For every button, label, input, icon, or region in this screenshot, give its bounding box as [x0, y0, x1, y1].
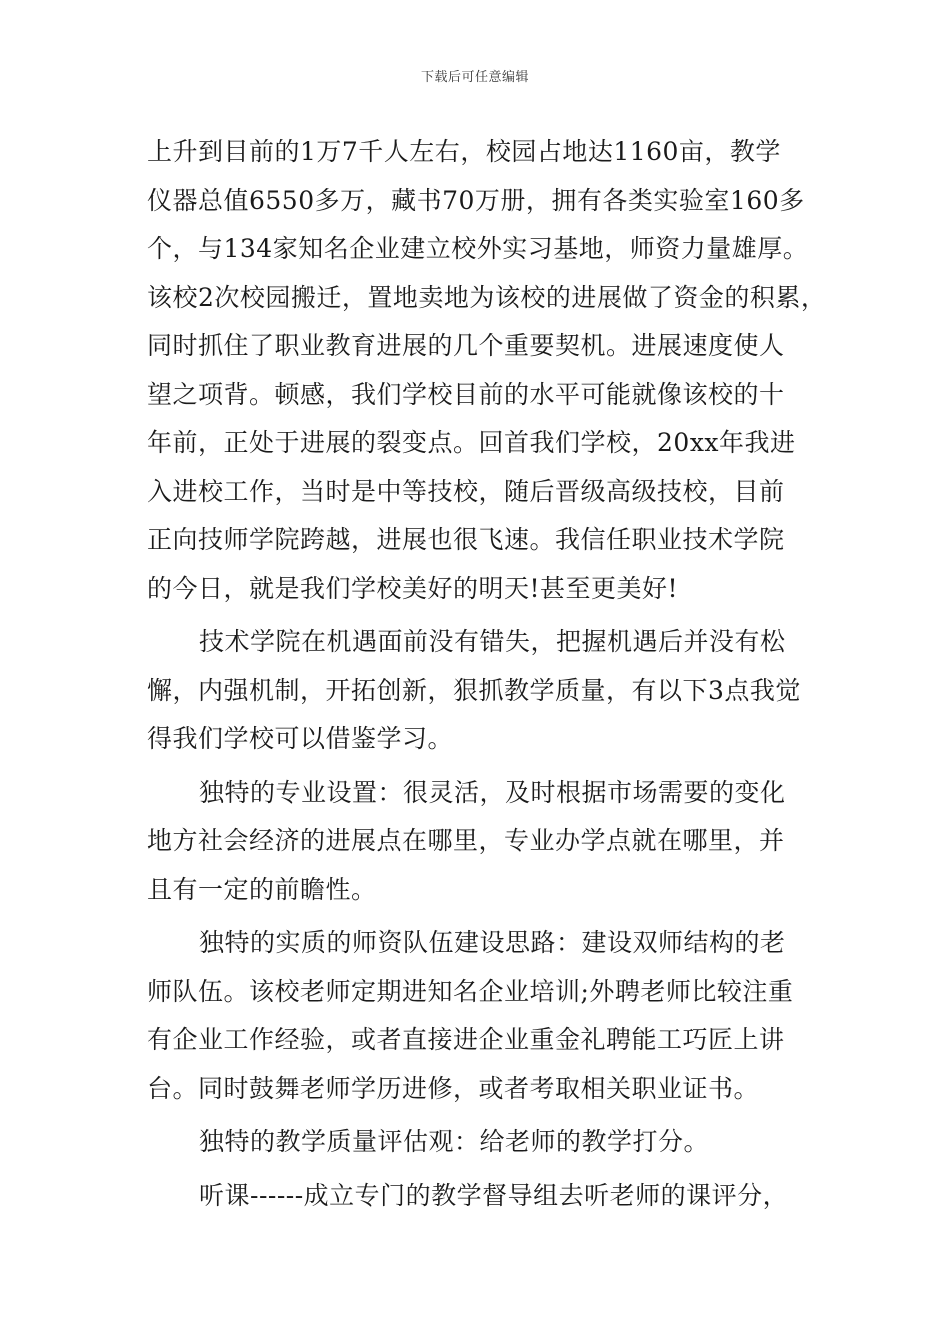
paragraph: [147, 128, 837, 613]
paragraph: [147, 618, 837, 764]
text-line: 正向技师学院跨越，进展也很飞速。我信任职业技术学院: [147, 525, 785, 554]
paragraph: [147, 769, 837, 915]
text-line: 上升到目前的1万7千人左右，校园占地达1160亩，教学: [147, 137, 781, 166]
text-line: 同时抓住了职业教育进展的几个重要契机。进展速度使人: [147, 331, 785, 360]
text-line: 望之项背。顿感，我们学校目前的水平可能就像该校的十: [147, 379, 785, 409]
text-line: 台。同时鼓舞老师学历进修，或者考取相关职业证书。: [147, 1073, 760, 1103]
paragraph: [147, 1118, 837, 1167]
text-line: 且有一定的前瞻性。: [147, 874, 377, 904]
paragraph: [147, 919, 837, 1113]
document-body: [147, 128, 837, 1220]
text-line: 年前，正处于进展的裂变点。回首我们学校，20xx年我进: [147, 428, 796, 457]
text-line: 地方社会经济的进展点在哪里，专业办学点就在哪里，并: [147, 826, 785, 855]
text-line: 懈，内强机制，开拓创新，狠抓教学质量，有以下3点我觉: [147, 675, 801, 705]
text-line: 独特的教学质量评估观：给老师的教学打分。: [199, 1127, 710, 1156]
paragraph: [147, 1172, 837, 1221]
text-line: 独特的专业设置：很灵活，及时根据市场需要的变化: [199, 777, 786, 807]
text-line: 个，与134家知名企业建立校外实习基地，师资力量雄厚。: [147, 234, 809, 263]
text-line: 该校2次校园搬迁，置地卖地为该校的进展做了资金的积累，: [147, 282, 827, 312]
text-line: 入进校工作，当时是中等技校，随后晋级高级技校，目前: [147, 476, 785, 506]
text-line: 的今日，就是我们学校美好的明天!甚至更美好!: [147, 573, 679, 603]
text-line: 有企业工作经验，或者直接进企业重金礼聘能工巧匠上讲: [147, 1025, 785, 1054]
text-line: 独特的实质的师资队伍建设思路：建设双师结构的老: [199, 928, 786, 957]
text-line: 师队伍。该校老师定期进知名企业培训;外聘老师比较注重: [147, 976, 794, 1006]
page-header-note: 下载后可任意编辑: [420, 70, 529, 85]
text-line: 得我们学校可以借鉴学习。: [147, 724, 454, 753]
text-line: 听课------成立专门的教学督导组去听老师的课评分，: [199, 1180, 789, 1210]
text-line: 技术学院在机遇面前没有错失，把握机遇后并没有松: [199, 627, 786, 656]
text-line: 仪器总值6550多万，藏书70万册，拥有各类实验室160多: [147, 185, 805, 215]
